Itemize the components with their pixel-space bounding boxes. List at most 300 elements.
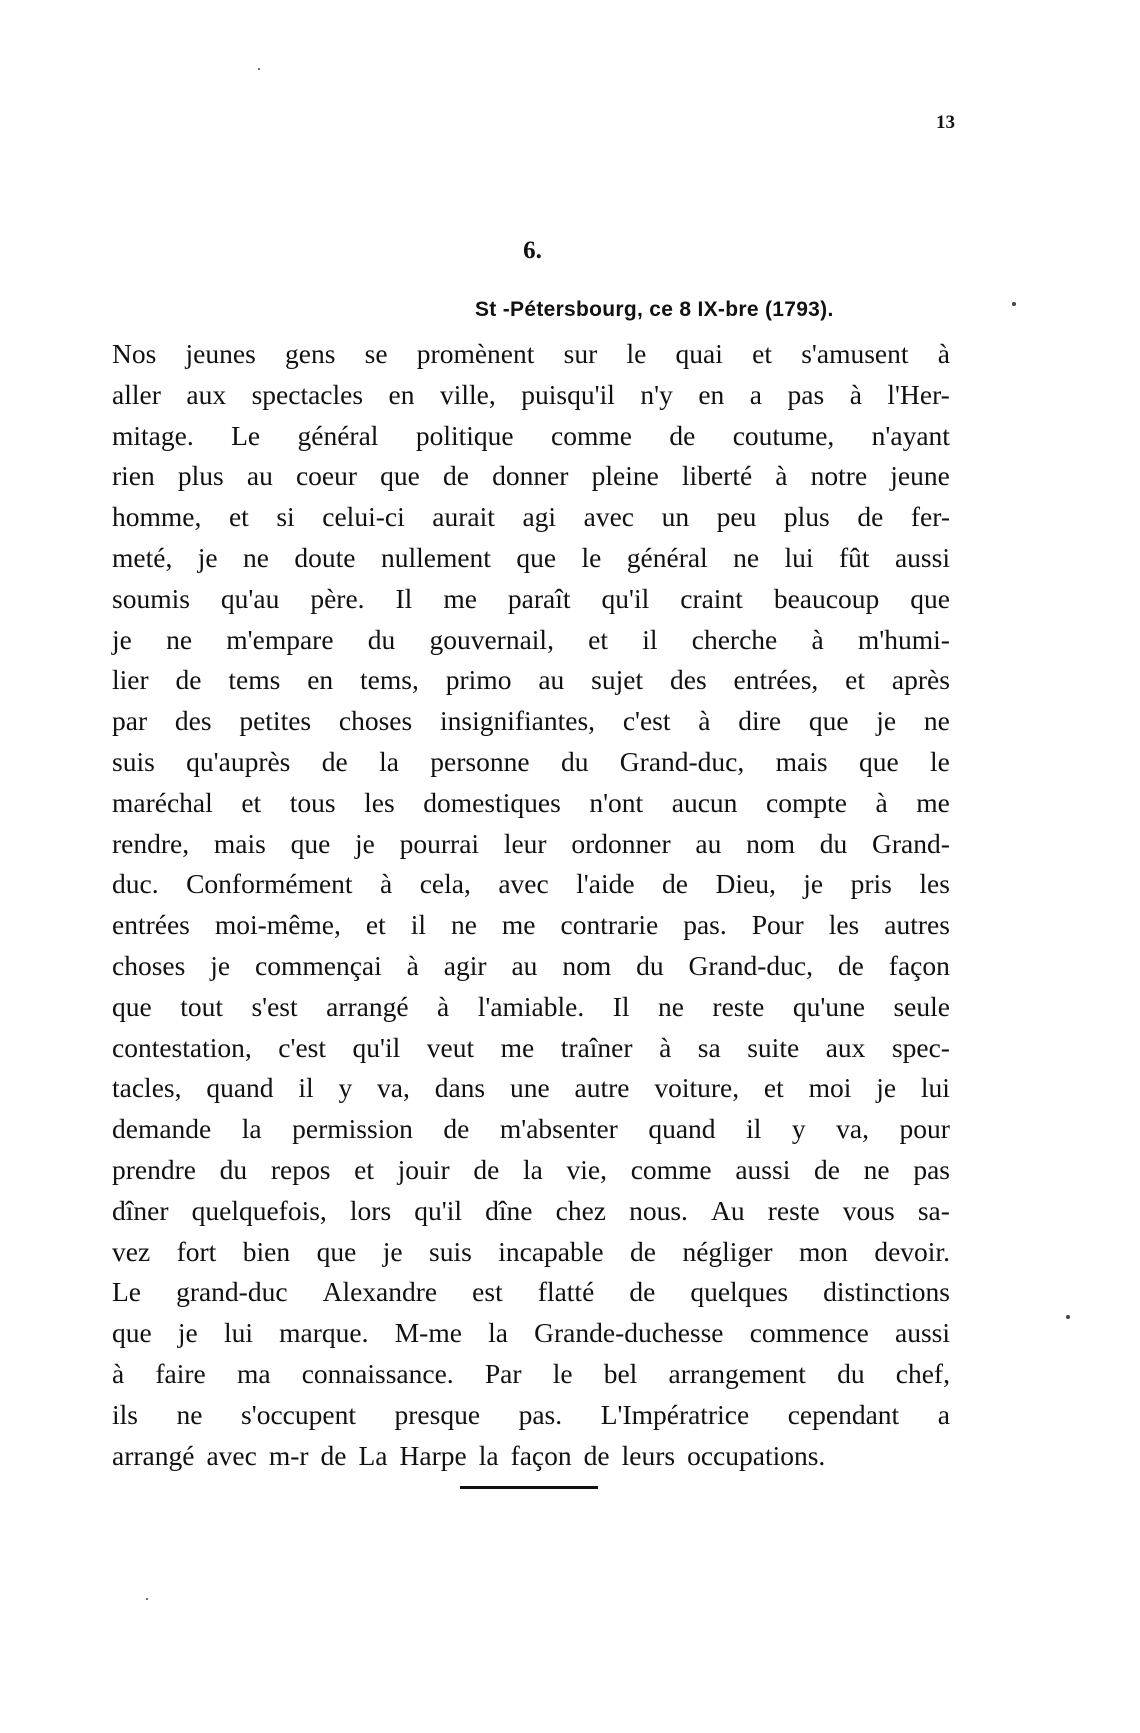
word: spectacles [251,378,364,410]
word: je [876,1072,897,1104]
word: fût [838,541,870,573]
word: La [358,1439,388,1471]
word: s'est [251,990,298,1022]
word: cela, [419,868,471,900]
word: c'est [278,1031,326,1063]
word: vous [842,1194,895,1226]
word: me [443,582,477,614]
word: suis [429,1235,472,1267]
word: lui [223,1317,253,1349]
word: s'amusent [801,338,909,369]
text-line [112,824,950,865]
word: père. [310,582,365,614]
word: ne [923,705,950,737]
word: de [669,419,696,451]
word: fort [176,1235,217,1267]
word: doute [294,541,356,573]
word: demande [112,1113,212,1145]
word: ne [176,1398,203,1430]
word: homme, [112,501,202,533]
word: à [811,623,824,655]
word: et [588,623,609,655]
word: maréchal [112,786,213,818]
word: dîne [485,1194,533,1226]
word: fer- [910,501,950,533]
word: craint [680,582,743,614]
word: en [698,378,725,410]
word: personne [430,745,530,777]
word: sa [697,1031,721,1063]
word: et [228,501,249,533]
word: ne [450,909,477,941]
word: que [316,1235,357,1267]
word: me [501,909,536,941]
word: L'Impératrice [600,1398,750,1430]
word: commençai [255,949,382,981]
word: par [112,705,148,737]
word: donner [492,460,569,492]
word: le [930,745,950,777]
word: de [814,1153,840,1185]
text-line [112,334,950,375]
word: plus [177,460,224,492]
word: marque. [279,1317,369,1349]
word: si [276,501,295,533]
word: je [382,1235,403,1267]
word: m'absenter [499,1113,618,1145]
word: suite [747,1031,800,1063]
word: chez [555,1194,606,1226]
word: contrarie [560,909,659,941]
text-line [112,1272,950,1313]
word: nullement [380,541,491,573]
word: ne [733,541,760,573]
paper-speck [258,68,260,70]
word: leurs [621,1439,676,1471]
word: liberté [681,460,753,492]
word: mitage. [112,419,194,451]
text-line [112,783,950,824]
word: tous [289,786,336,818]
word: Harpe [399,1439,467,1471]
paper-speck [146,1598,148,1600]
word: cependant [787,1398,900,1430]
word: s'occupent [241,1398,356,1430]
word: la [478,1439,499,1471]
word: y [791,1113,806,1145]
word: puisqu'il [521,378,615,410]
word: lui [920,1072,950,1104]
word: et [365,909,386,941]
word: nom [562,949,612,981]
word: à [437,990,450,1022]
word: promènent [416,338,535,369]
word: je [177,1317,198,1349]
word: m-r [268,1439,309,1471]
word: que [910,582,950,614]
word: meté, [112,541,173,573]
word: le [581,541,602,573]
text-line [112,1395,950,1436]
word: pas [913,1153,950,1185]
word: de [175,664,202,696]
word: Pour [751,909,804,941]
word: général [297,419,379,451]
word: les [828,909,860,941]
word: rendre, [112,827,190,859]
word: commence [749,1317,869,1349]
text-line [112,864,950,905]
word: ma [236,1357,271,1389]
word: ville, [440,378,496,410]
word: et [354,1153,374,1185]
word: autre [574,1072,630,1104]
word: que [112,990,152,1022]
word: la [241,1113,262,1145]
word: Il [612,990,630,1022]
word: pas. [518,1398,563,1430]
word: de [630,1235,657,1267]
word: après [891,664,950,696]
word: bel [603,1357,638,1389]
word: de [857,501,884,533]
word: soumis [112,582,190,614]
word: celui-ci [322,501,405,533]
word: contestation, [112,1031,252,1063]
word: jeunes [185,338,256,369]
text-line [112,946,950,987]
text-line [112,1354,950,1395]
word: quai [675,338,723,369]
word: l'Her- [887,378,950,410]
text-line [112,1313,950,1354]
text-line [112,375,950,416]
word: beaucoup [773,582,880,614]
word: arrangement [668,1357,806,1389]
word: qu'auprès [186,745,291,777]
word: agir [443,949,487,981]
text-line [112,579,950,620]
word: arrangé [326,990,409,1022]
paper-speck [1066,1315,1070,1319]
text-line [112,905,950,946]
word: Conformément [186,868,353,900]
word: lui [784,541,814,573]
word: Alexandre [322,1276,438,1308]
word: du [636,949,664,981]
word: ne [166,623,193,655]
text-line [112,987,950,1028]
word: pourrai [399,827,480,859]
word: est [472,1276,503,1308]
word: et [241,786,262,818]
word: qu'il [601,582,650,614]
word: la [488,1317,508,1349]
word: ne [243,541,269,573]
word: suis [112,745,155,777]
word: en [388,378,415,410]
word: spec- [891,1031,950,1063]
word: n'ayant [871,419,950,451]
text-line [112,701,950,742]
text-line [112,620,950,661]
word: pas. [683,909,727,941]
word: général [626,541,708,573]
word: reste [712,990,765,1022]
word: petites [239,705,312,737]
text-line [112,456,950,497]
word: devoir. [874,1235,950,1267]
word: Au [711,1194,745,1226]
word: qu'il [352,1031,401,1063]
word: aux [825,1031,866,1063]
word: ne [863,1153,890,1185]
word: me [500,1031,535,1063]
closing-rule [460,1486,598,1489]
text-line [112,1028,950,1069]
text-line [112,416,950,457]
word: me [916,786,950,818]
word: Grand-duc, [688,949,813,981]
word: jeune [890,460,950,492]
word: grand-duc [176,1276,288,1308]
word: choses [112,949,186,981]
word: à [380,868,393,900]
word: aller [112,378,161,410]
word: du [219,1153,248,1185]
word: reste [767,1194,820,1226]
word: en [307,664,334,696]
word: mais [775,745,828,777]
word: choses [338,705,413,737]
word: paraît [507,582,571,614]
word: sa- [917,1194,950,1226]
word: vez [112,1235,151,1267]
word: Grande-duchesse [534,1317,724,1349]
word: comme [630,1153,712,1185]
word: que [290,827,331,859]
word: primo [445,664,512,696]
word: que [112,1317,152,1349]
word: autres [884,909,950,941]
word: que [380,460,420,492]
word: lier [112,664,149,696]
word: Par [484,1357,522,1389]
word: et [763,1072,784,1104]
text-line [112,1109,950,1150]
word: à [406,949,419,981]
word: au [246,460,273,492]
letter-body [112,334,950,1476]
word: à [775,460,788,492]
word: du [819,827,848,859]
word: prendre [112,1153,196,1185]
word: aucun [671,786,738,818]
word: la [379,745,399,777]
word: des [670,664,707,696]
word: nom [746,827,795,859]
word: aussi [735,1153,791,1185]
text-line [112,742,950,783]
word: de [473,1153,500,1185]
word: entrées [112,909,190,941]
word: notre [810,460,868,492]
word: Il [395,582,413,614]
word: de [321,745,348,777]
word: n'y [640,378,673,410]
word: se [364,338,388,369]
word: ils [112,1398,138,1430]
word: mon [799,1235,848,1267]
word: m'humi- [857,623,950,655]
word: mais [213,827,266,859]
word: de [320,1439,347,1471]
word: je [803,868,824,900]
word: Nos [112,338,157,369]
word: l'aide [576,868,635,900]
word: des [174,705,212,737]
word: je [876,705,897,737]
word: avec [583,501,634,533]
word: que [858,745,899,777]
word: le [626,338,647,369]
word: faire [155,1357,206,1389]
word: Grand- [871,827,950,859]
word: nous. [629,1194,688,1226]
word: pleine [591,460,659,492]
word: agi [522,501,557,533]
word: moi [808,1072,852,1104]
word: quand [648,1113,716,1145]
word: bien [242,1235,291,1267]
word: les [919,868,950,900]
word: va, [377,1072,410,1104]
word: de [837,949,864,981]
word: coeur [295,460,358,492]
word: insignifiantes, [439,705,596,737]
word: c'est [622,705,671,737]
dateline: St -Pétersbourg, ce 8 IX-bre (1793). [475,298,834,321]
word: repos [270,1153,331,1185]
word: compte [766,786,847,818]
word: comme [551,419,632,451]
word: aux [186,378,227,410]
word: distinctions [823,1276,950,1308]
word: quand [206,1072,274,1104]
word: moi-même, [214,909,341,941]
word: dîner [112,1194,169,1226]
word: jouir [397,1153,450,1185]
word: aurait [432,501,495,533]
word: ordonner [571,827,671,859]
word: incapable [498,1235,604,1267]
word: duc. [112,868,159,900]
word: lors [349,1194,392,1226]
word: Grand-duc, [619,745,745,777]
word: m'empare [226,623,334,655]
text-line [112,660,950,701]
word: l'amiable. [477,990,585,1022]
word: il [642,623,658,655]
word: tems [228,664,281,696]
word: à [112,1357,125,1389]
word: au [511,949,538,981]
word: M-me [394,1317,462,1349]
word: plus [783,501,830,533]
word: permission [292,1113,413,1145]
word: occupations. [687,1439,826,1471]
word: je [355,827,375,859]
text-line [112,1068,950,1109]
word: il [298,1072,314,1104]
word: Dieu, [715,868,776,900]
word: dans [434,1072,486,1104]
word: politique [415,419,514,451]
word: le [552,1357,573,1389]
word: qu'il [414,1194,463,1226]
word: la [522,1153,543,1185]
word: tacles, [112,1072,182,1104]
word: traîner [560,1031,633,1063]
paper-speck [1012,302,1016,306]
word: à [937,338,950,369]
text-line [112,497,950,538]
word: qu'au [220,582,280,614]
word: domestiques [423,786,561,818]
word: du [837,1357,865,1389]
word: il [746,1113,762,1145]
word: a [749,378,763,410]
word: seule [893,990,950,1022]
word: qu'une [792,990,865,1022]
word: sujet [591,664,644,696]
word: avec [498,868,549,900]
word: Le [231,419,261,451]
word: gens [285,338,336,369]
word: du [367,623,396,655]
word: voiture, [654,1072,740,1104]
page-number: 13 [936,112,955,133]
text-line [112,1436,950,1477]
word: tems, [360,664,419,696]
word: vie, [566,1153,607,1185]
word: connaissance. [301,1357,454,1389]
section-number: 6. [523,237,542,264]
word: avec [206,1439,257,1471]
word: quelques [690,1276,789,1308]
word: négliger [682,1235,773,1267]
word: une [509,1072,550,1104]
word: va, [836,1113,869,1145]
word: peu [716,501,757,533]
word: aussi [895,1317,950,1349]
word: et [845,664,866,696]
word: arrangé [112,1439,195,1471]
text-line [112,1191,950,1232]
word: de [629,1276,656,1308]
word: pris [850,868,892,900]
word: a [937,1398,950,1430]
word: je [197,541,218,573]
word: cherche [691,623,778,655]
word: du [560,745,589,777]
text-line [112,1150,950,1191]
word: de [443,460,469,492]
word: et [752,338,772,369]
word: pas [787,378,825,410]
word: quelquefois, [191,1194,327,1226]
word: sur [563,338,598,369]
